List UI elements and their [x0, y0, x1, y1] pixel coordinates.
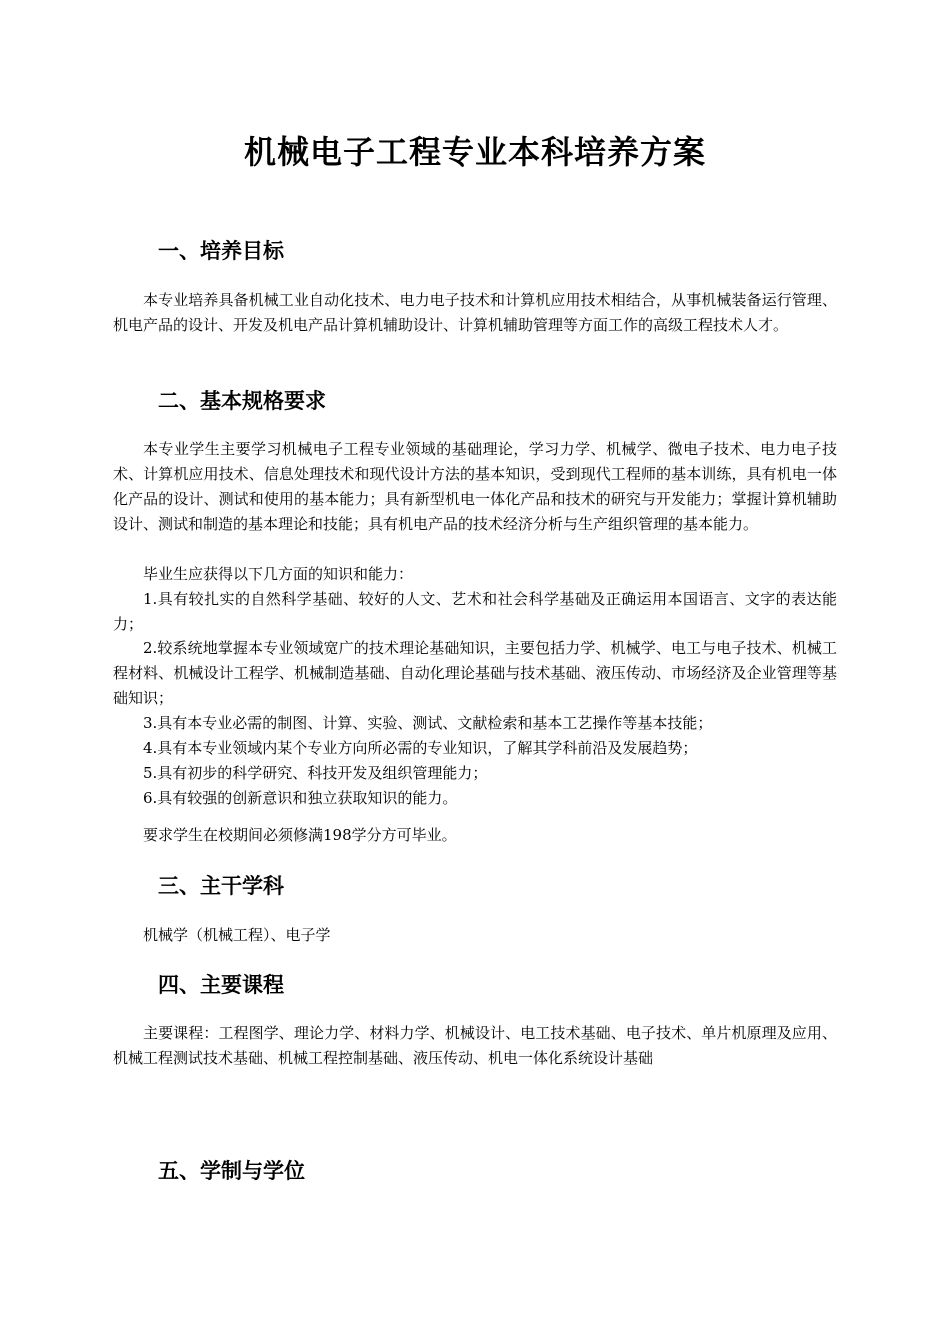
ability-list-item: 2.较系统地掌握本专业领域宽广的技术理论基础知识，主要包括力学、机械学、电工与电子技术、机械工程材料、机械设计工程学、机械制造基础、自动化理论基础与技术基础、液压传动、市场经济及企业管理等基础知识； — [113, 639, 837, 707]
credit-requirement-text: 要求学生在校期间必须修满198学分方可毕业。 — [143, 826, 457, 844]
section-heading-duration-degree: 五、学制与学位 — [158, 1159, 305, 1183]
ability-list-item: 3.具有本专业必需的制图、计算、实验、测试、文献检索和基本工艺操作等基本技能； — [143, 714, 713, 732]
ability-list-item: 1.具有较扎实的自然科学基础、较好的人文、艺术和社会科学基础及正确运用本国语言、文字的表达能力； — [113, 590, 837, 633]
training-goals-paragraph: 本专业培养具备机械工业自动化技术、电力电子技术和计算机应用技术相结合，从事机械装备运行管理、机电产品的设计、开发及机电产品计算机辅助设计、计算机辅助管理等方面工作的高级工程技术人才。 — [113, 291, 837, 334]
basic-requirements-paragraph: 本专业学生主要学习机械电子工程专业领域的基础理论，学习力学、机械学、微电子技术、电力电子技术、计算机应用技术、信息处理技术和现代设计方法的基本知识，受到现代工程师的基本训练，具有机电一体化产品的设计、测试和使用的基本能力；具有新型机电一体化产品和技术的研究与开发能力；掌握计算机辅助设计、测试和制造的基本理论和技能；具有机电产品的技术经济分析与生产组织管理的基本能力。 — [113, 440, 837, 533]
document-title: 机械电子工程专业本科培养方案 — [243, 133, 706, 171]
main-disciplines-text: 机械学（机械工程）、电子学 — [143, 926, 331, 944]
ability-list-item: 5.具有初步的科学研究、科技开发及组织管理能力； — [143, 764, 488, 782]
graduate-abilities-intro: 毕业生应获得以下几方面的知识和能力： — [143, 565, 414, 583]
section-heading-main-disciplines: 三、主干学科 — [158, 874, 284, 898]
section-heading-training-goals: 一、培养目标 — [158, 239, 284, 263]
section-heading-basic-requirements: 二、基本规格要求 — [158, 389, 326, 413]
ability-list-item: 6.具有较强的创新意识和独立获取知识的能力。 — [143, 789, 458, 807]
section-heading-main-courses: 四、主要课程 — [158, 973, 284, 997]
main-courses-paragraph: 主要课程：工程图学、理论力学、材料力学、机械设计、电工技术基础、电子技术、单片机原理及应用、机械工程测试技术基础、机械工程控制基础、液压传动、机电一体化系统设计基础 — [113, 1024, 837, 1067]
ability-list-item: 4.具有本专业领域内某个专业方向所必需的专业知识，了解其学科前沿及发展趋势； — [143, 739, 698, 757]
